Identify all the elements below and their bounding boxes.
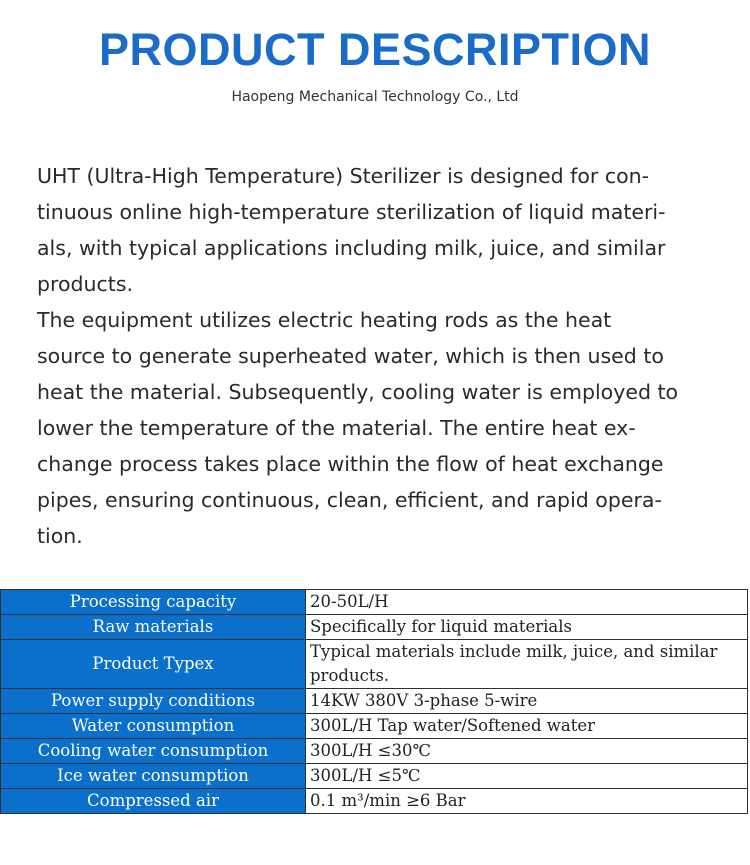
spec-value: 20-50L/H (306, 590, 748, 615)
spec-label: Water consumption (1, 714, 306, 739)
page-title: PRODUCT DESCRIPTION (98, 24, 652, 75)
table-row (1, 764, 748, 789)
spec-label: Product Typex (1, 640, 306, 689)
company-name: Haopeng Mechanical Technology Co., Ltd (231, 89, 519, 105)
spec-value: Specifically for liquid materials (306, 615, 748, 640)
specifications-table (0, 589, 748, 814)
table-row (1, 640, 748, 689)
description-line: heat the material. Subsequently, cooling water is employed to (37, 380, 679, 404)
spec-value: 300L/H ≤30℃ (306, 739, 748, 764)
description-line: lower the temperature of the material. The entire heat ex- (37, 416, 636, 440)
spec-value: 0.1 m³/min ≥6 Bar (306, 789, 748, 814)
spec-value: 300L/H ≤5℃ (306, 764, 748, 789)
description-line: pipes, ensuring continuous, clean, efficient, and rapid opera- (37, 488, 662, 512)
spec-label: Ice water consumption (1, 764, 306, 789)
description-line: tinuous online high-temperature sterilization of liquid materi- (37, 200, 666, 224)
spec-value: 300L/H Tap water/Softened water (306, 714, 748, 739)
description-line: als, with typical applications including milk, juice, and similar (37, 236, 666, 260)
spec-label: Power supply conditions (1, 689, 306, 714)
spec-value: Typical materials include milk, juice, and similar products. (306, 640, 748, 689)
table-row (1, 590, 748, 615)
table-row (1, 714, 748, 739)
description-line: source to generate superheated water, which is then used to (37, 344, 664, 368)
description-line: products. (37, 272, 134, 296)
table-row (1, 615, 748, 640)
description-line: The equipment utilizes electric heating rods as the heat (37, 308, 612, 332)
spec-value: 14KW 380V 3-phase 5-wire (306, 689, 748, 714)
description-line: tion. (37, 524, 83, 548)
spec-label: Processing capacity (1, 590, 306, 615)
spec-label: Cooling water consumption (1, 739, 306, 764)
product-description (37, 158, 727, 554)
description-line: UHT (Ultra-High Temperature) Sterilizer is designed for con- (37, 164, 650, 188)
spec-label: Raw materials (1, 615, 306, 640)
spec-label: Compressed air (1, 789, 306, 814)
table-row (1, 789, 748, 814)
table-row (1, 739, 748, 764)
table-row (1, 689, 748, 714)
description-line: change process takes place within the flow of heat exchange (37, 452, 664, 476)
